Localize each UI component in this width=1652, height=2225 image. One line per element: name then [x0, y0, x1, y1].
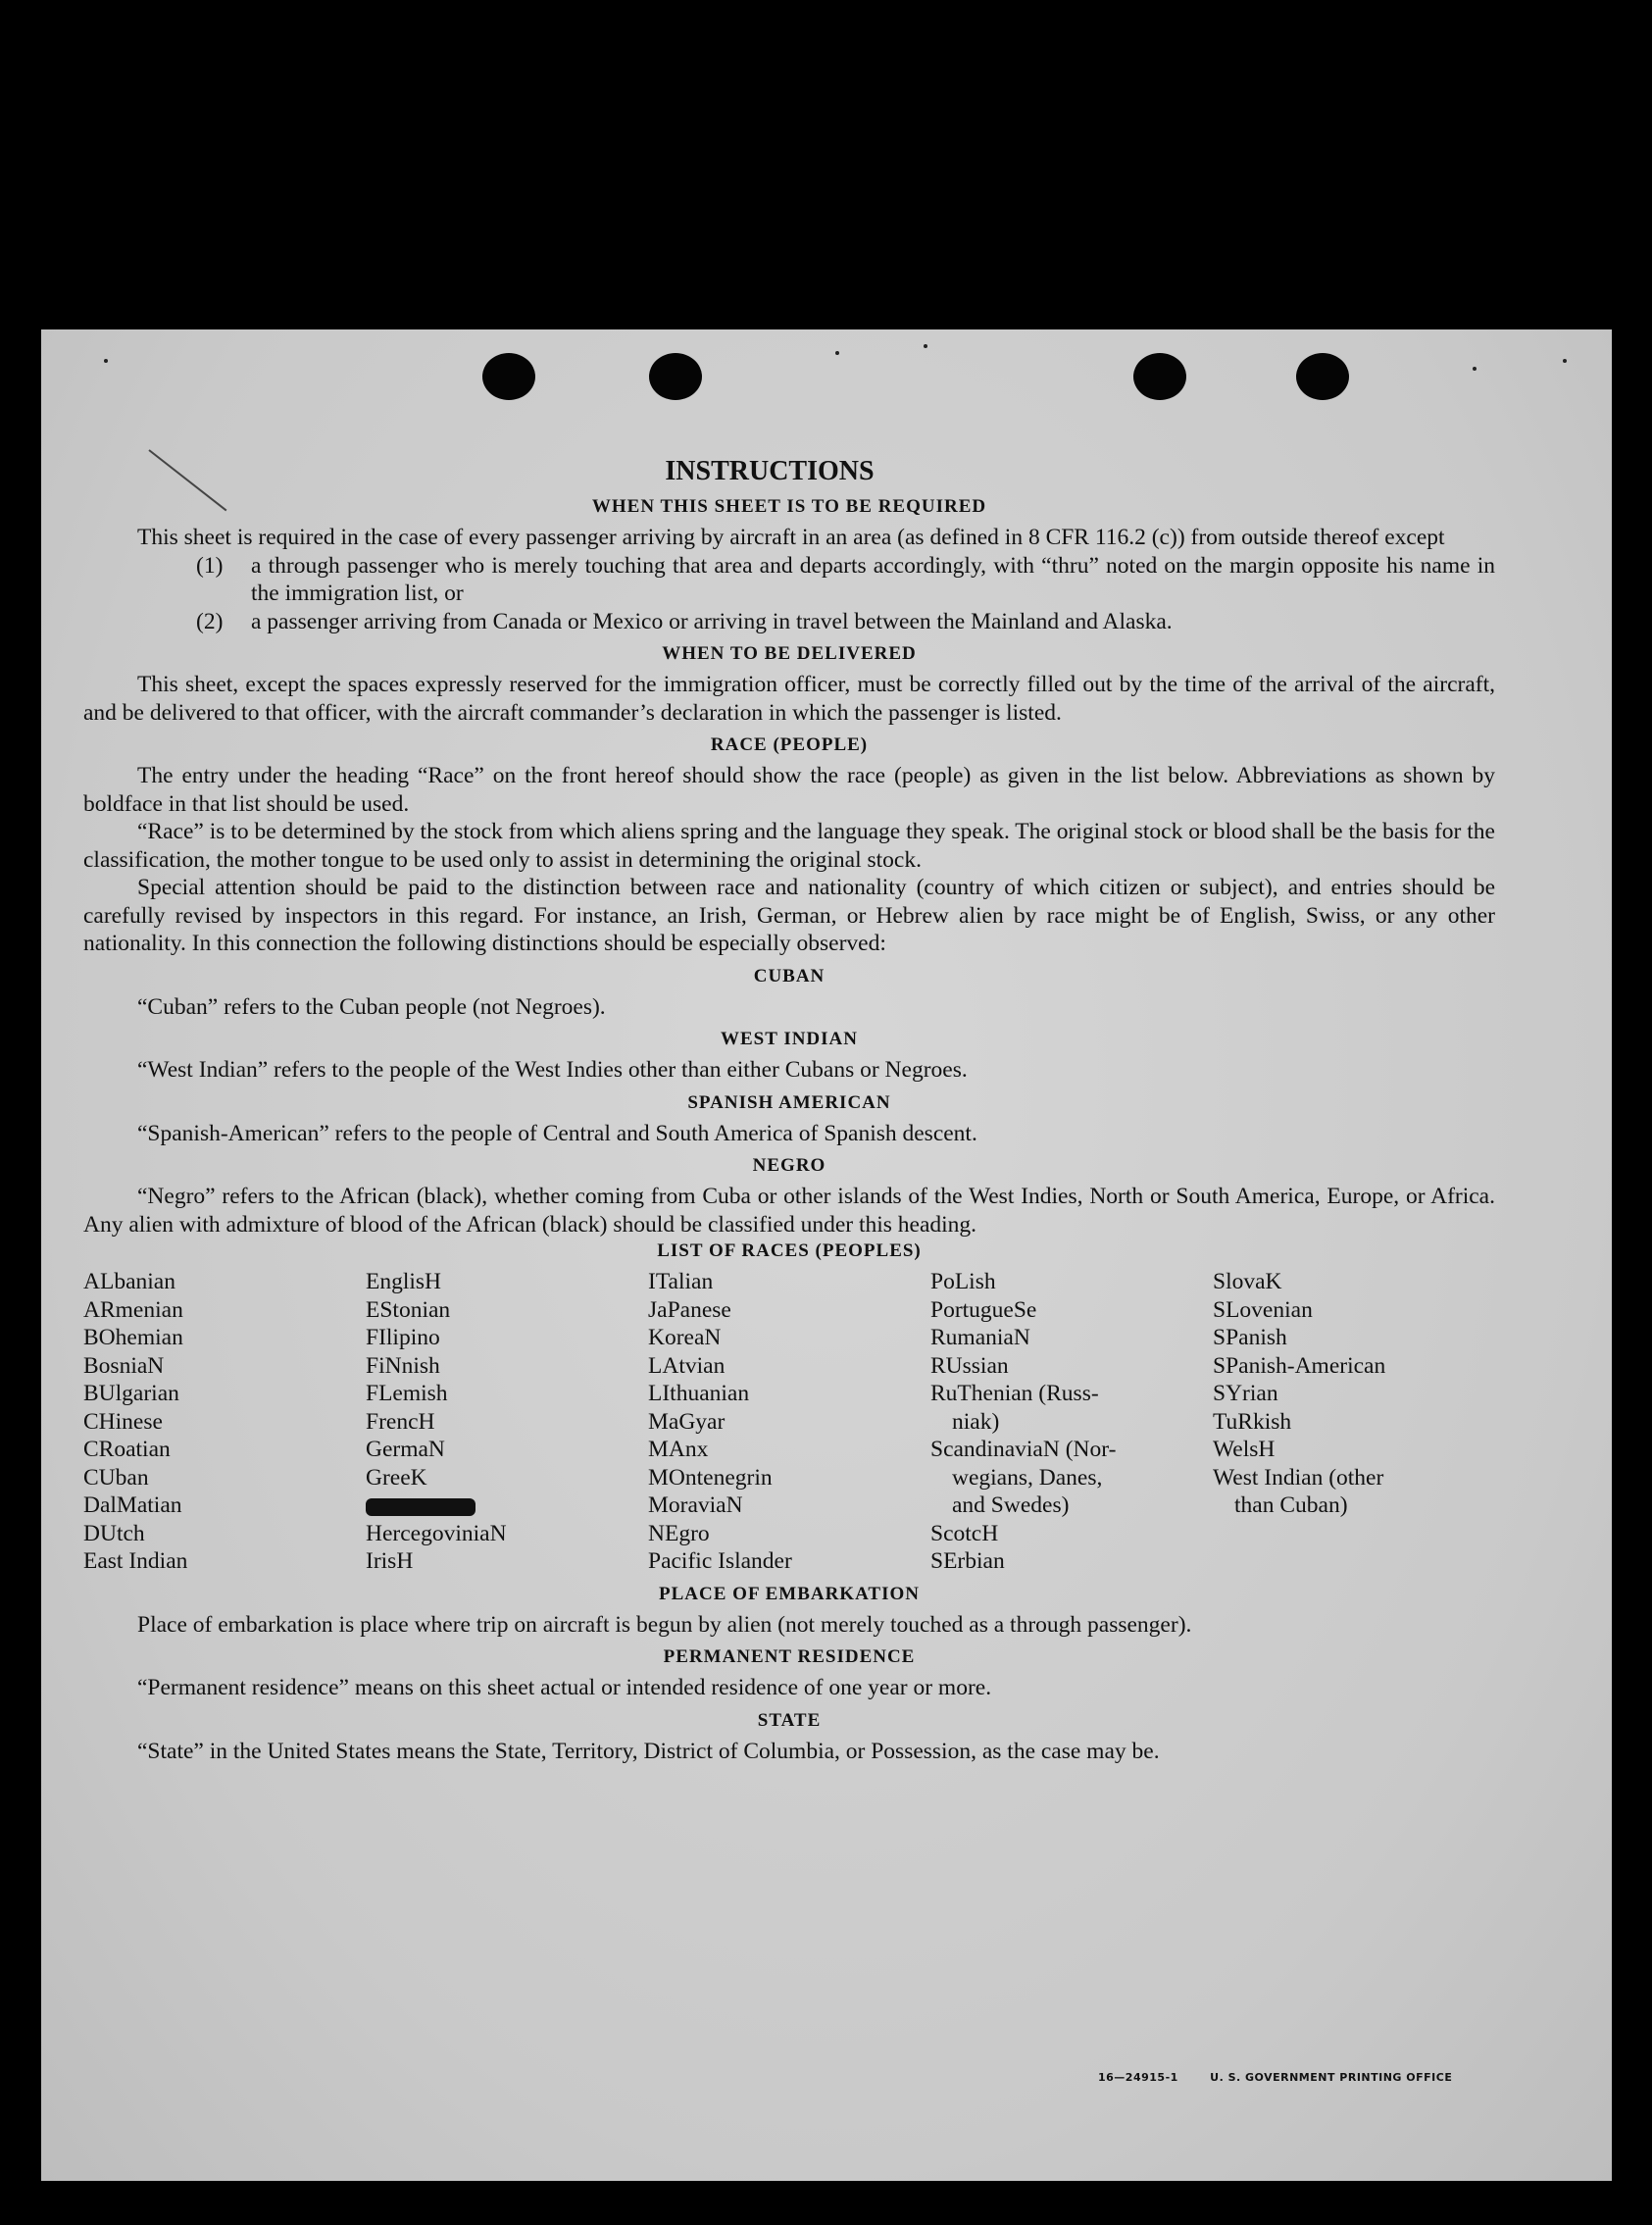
section-heading-list: LIST OF RACES (PEOPLES) [657, 1240, 922, 1261]
race-entry: CUban [83, 1464, 149, 1491]
section-heading-delivered: WHEN TO BE DELIVERED [662, 643, 917, 664]
section-heading-negro: NEGRO [752, 1155, 826, 1176]
race-entry: FIlipino [366, 1325, 440, 1350]
race-entry-continuation: and Swedes) [952, 1492, 1070, 1518]
race-entry-continuation: than Cuban) [1234, 1492, 1348, 1518]
race-entry: BUlgarian [83, 1381, 179, 1406]
section-heading-embarkation: PLACE OF EMBARKATION [659, 1583, 920, 1604]
race-entry: ScotcH [930, 1520, 999, 1546]
race-entry: PoLish [930, 1269, 996, 1294]
races-column [83, 1268, 366, 1576]
redaction-mark [366, 1498, 476, 1516]
speck [924, 344, 927, 348]
section-heading-race: RACE (PEOPLE) [710, 734, 869, 755]
races-column [366, 1268, 648, 1576]
cuban-text: “Cuban” refers to the Cuban people (not Negroes). [137, 993, 606, 1020]
race-entry: SErbian [930, 1548, 1005, 1574]
race-paragraph: Special attention should be paid to the distinction between race and nationality (country of which citizen or subject), and entries should be carefully revised by inspectors in this regard. For instance, an Irish, German, or Hebrew alien by race might be of English, Swiss, or any other nationality. In this connection the following distinctions should be especially observed: [83, 875, 1495, 956]
speck [835, 351, 839, 355]
race-entry: LAtvian [648, 1352, 726, 1379]
race-entry: DalMatian [83, 1492, 182, 1518]
punch-hole [482, 353, 535, 400]
item-number: (2) [196, 608, 224, 634]
race-entry: West Indian (other [1213, 1464, 1384, 1491]
race-entry: CRoatian [83, 1437, 171, 1462]
section-heading-west-indian: WEST INDIAN [721, 1029, 858, 1049]
race-entry: RumaniaN [930, 1325, 1030, 1350]
race-entry: East Indian [83, 1548, 188, 1574]
race-entry: SlovaK [1213, 1269, 1282, 1294]
race-entry: Pacific Islander [648, 1548, 792, 1574]
races-column [648, 1268, 930, 1576]
race-entry-continuation: niak) [952, 1408, 1000, 1435]
race-entry: FLemish [366, 1381, 448, 1406]
race-entry: SLovenian [1213, 1296, 1313, 1323]
negro-text: “Negro” refers to the African (black), whether coming from Cuba or other islands of the West Indies, North or South America, Europe, or Africa. Any alien with admixture of blood of the African (black) should be classified under this heading. [83, 1184, 1495, 1238]
punch-hole [1296, 353, 1349, 400]
instructions-content [83, 455, 1495, 1765]
race-entry: PortugueSe [930, 1296, 1037, 1323]
race-entry: MAnx [648, 1437, 709, 1462]
form-number: 16—24915-1 [1098, 2071, 1178, 2084]
race-entry: TuRkish [1213, 1408, 1292, 1435]
race-entry: JaPanese [648, 1296, 731, 1323]
race-paragraph: The entry under the heading “Race” on the front hereof should show the race (people) as given in the list below. Abbreviations as shown by boldface in that list should be used. [83, 763, 1495, 817]
race-entry: SYrian [1213, 1381, 1278, 1406]
races-column [1213, 1268, 1495, 1576]
speck [1473, 367, 1477, 371]
race-entry: ALbanian [83, 1269, 175, 1294]
page-title: INSTRUCTIONS [665, 456, 875, 486]
race-entry: WelsH [1213, 1437, 1276, 1462]
section-heading-cuban: CUBAN [753, 965, 826, 986]
list-item [196, 608, 1495, 636]
race-entry: HercegoviniaN [366, 1520, 507, 1546]
document-sheet [41, 329, 1612, 2181]
item-text: a passenger arriving from Canada or Mexico or arriving in travel between the Mainland and Alaska. [251, 608, 1173, 634]
item-number: (1) [196, 552, 224, 579]
race-entry-continuation: wegians, Danes, [952, 1464, 1103, 1491]
race-entry: FrencH [366, 1408, 435, 1435]
redacted-entry [366, 1492, 648, 1520]
race-entry: ScandinaviaN (Nor- [930, 1437, 1117, 1462]
race-entry: NEgro [648, 1520, 710, 1546]
race-entry: ITalian [648, 1269, 714, 1294]
printer-imprint: U. S. GOVERNMENT PRINTING OFFICE [1210, 2071, 1453, 2084]
speck [1563, 359, 1567, 363]
race-entry: BOhemian [83, 1325, 183, 1350]
section-heading-residence: PERMANENT RESIDENCE [663, 1646, 916, 1667]
spanish-american-text: “Spanish-American” refers to the people of Central and South America of Spanish descent. [137, 1120, 977, 1146]
delivered-text: This sheet, except the spaces expressly reserved for the immigration officer, must be correctly filled out by the time of the arrival of the aircraft, and be delivered to that officer, with the aircraft commander’s declaration in which the passenger is listed. [83, 672, 1495, 726]
race-entry: EnglisH [366, 1269, 442, 1294]
race-entry: ARmenian [83, 1296, 183, 1323]
race-entry: FiNnish [366, 1352, 440, 1379]
state-text: “State” in the United States means the State, Territory, District of Columbia, or Possession, as the case may be. [137, 1738, 1160, 1764]
west-indian-text: “West Indian” refers to the people of the West Indies other than either Cubans or Negroes. [137, 1057, 968, 1083]
punch-hole [1133, 353, 1186, 400]
race-paragraph: “Race” is to be determined by the stock from which aliens spring and the language they speak. The original stock or blood shall be the basis for the classification, the mother tongue to be used only to assist in determining the original stock. [83, 819, 1495, 873]
races-list [83, 1268, 1495, 1576]
required-intro: This sheet is required in the case of every passenger arriving by aircraft in an area (as defined in 8 CFR 116.2 (c)) from outside thereof except [137, 525, 1445, 550]
race-entry: RuThenian (Russ- [930, 1381, 1099, 1406]
race-entry: RUssian [930, 1352, 1009, 1379]
list-item [196, 552, 1495, 608]
race-entry: LIthuanian [648, 1381, 750, 1406]
race-entry: EStonian [366, 1296, 451, 1323]
section-heading-required: WHEN THIS SHEET IS TO BE REQUIRED [591, 496, 987, 517]
race-entry: MOntenegrin [648, 1464, 773, 1491]
race-entry: SPanish [1213, 1325, 1287, 1350]
race-entry: BosniaN [83, 1352, 165, 1379]
footer-imprint [1098, 2071, 1479, 2084]
punch-hole [649, 353, 702, 400]
section-heading-state: STATE [757, 1709, 822, 1731]
races-column [930, 1268, 1213, 1576]
race-entry: CHinese [83, 1408, 163, 1435]
item-text: a through passenger who is merely touching that area and departs accordingly, with “thru” noted on the margin opposite his name in the immigration list, or [251, 552, 1495, 606]
race-entry: GermaN [366, 1437, 445, 1462]
race-entry: MoraviaN [648, 1492, 743, 1518]
section-heading-spanish-american: SPANISH AMERICAN [687, 1091, 891, 1113]
embarkation-text: Place of embarkation is place where trip on aircraft is begun by alien (not merely touched as a through passenger). [137, 1611, 1192, 1638]
residence-text: “Permanent residence” means on this sheet actual or intended residence of one year or more. [137, 1675, 992, 1700]
speck [104, 359, 108, 363]
race-entry: MaGyar [648, 1408, 726, 1435]
race-entry: KoreaN [648, 1325, 722, 1350]
race-entry: DUtch [83, 1520, 145, 1546]
race-entry: IrisH [366, 1548, 414, 1574]
race-entry: GreeK [366, 1464, 427, 1491]
race-entry: SPanish-American [1213, 1352, 1386, 1379]
